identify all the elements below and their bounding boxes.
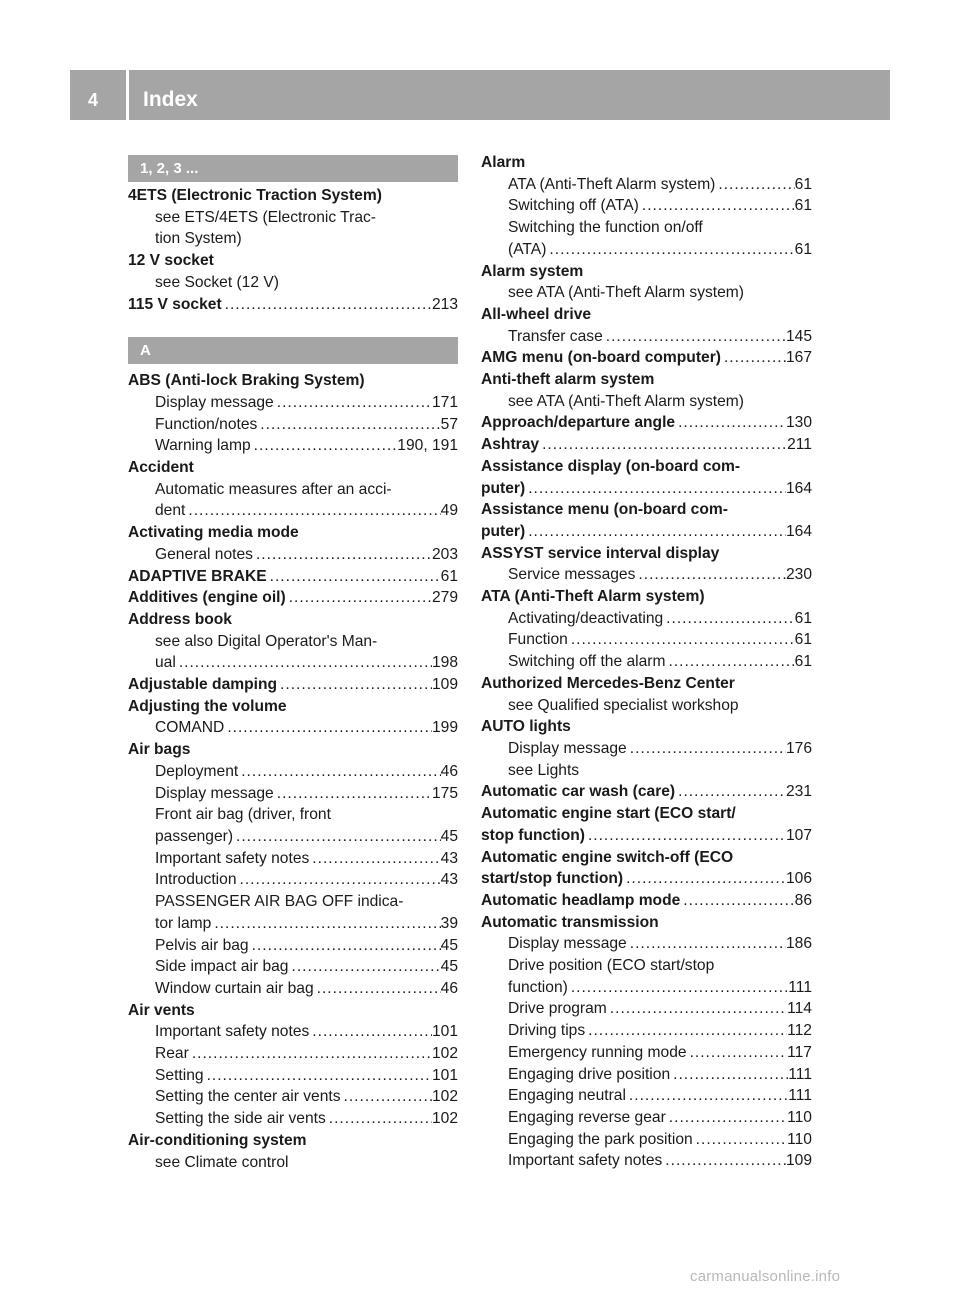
subentry-text: Display message	[508, 739, 627, 757]
index-entry	[128, 696, 458, 718]
page-reference: 203	[431, 545, 458, 563]
dot-leader	[237, 869, 441, 891]
entry-term: Accident	[128, 459, 194, 477]
page-reference: 102	[431, 1045, 458, 1063]
subentry-text: Engaging drive position	[508, 1065, 671, 1083]
subentry-text: Switching off (ATA)	[508, 197, 639, 215]
index-subentry	[128, 272, 458, 294]
index-entry	[128, 674, 458, 696]
index-entry	[481, 434, 812, 456]
index-subentry	[481, 629, 812, 651]
page-reference: 61	[440, 567, 458, 585]
index-subentry	[481, 760, 812, 782]
subentry-text: see ETS/4ETS (Electronic Trac-	[155, 208, 376, 226]
dot-leader	[635, 564, 786, 586]
index-section-header: 1, 2, 3 ...	[128, 155, 458, 182]
index-entry	[481, 586, 812, 608]
index-subentry	[128, 783, 458, 805]
page-reference: 199	[431, 719, 458, 737]
dot-leader	[675, 781, 786, 803]
dot-leader	[185, 500, 440, 522]
subentry-text: PASSENGER AIR BAG OFF indica-	[155, 893, 404, 911]
subentry-text: Drive program	[508, 1000, 607, 1018]
dot-leader	[623, 868, 786, 890]
index-subentry	[128, 1021, 458, 1043]
subentry-text: Warning lamp	[155, 437, 251, 455]
entry-term: Air-conditioning system	[128, 1131, 307, 1149]
dot-leader	[525, 521, 786, 543]
index-entry	[481, 716, 812, 738]
entry-term: Automatic car wash (care)	[481, 783, 676, 801]
subentry-text: Automatic measures after an acci-	[155, 480, 392, 498]
entry-term: Address book	[128, 610, 232, 628]
index-entry	[128, 370, 458, 392]
entry-term: All-wheel drive	[481, 305, 592, 323]
subentry-text: Deployment	[155, 762, 239, 780]
entry-term: Authorized Mercedes-Benz Center	[481, 674, 735, 692]
index-entry	[481, 912, 812, 934]
subentry-text: Switching the function on/off	[508, 219, 703, 237]
subentry-text: Display message	[508, 935, 627, 953]
dot-leader	[176, 652, 432, 674]
page-reference: 106	[785, 870, 812, 888]
index-subentry	[481, 1042, 812, 1064]
page-reference: 57	[440, 415, 458, 433]
dot-leader	[715, 174, 794, 196]
page-reference: 167	[785, 349, 812, 367]
dot-leader	[211, 913, 440, 935]
index-subentry	[128, 978, 458, 1000]
page-reference: 61	[794, 197, 812, 215]
page-reference: 43	[440, 849, 458, 867]
subentry-text: Service messages	[508, 566, 636, 584]
page-reference: 114	[787, 1000, 812, 1018]
subentry-text: Driving tips	[508, 1022, 586, 1040]
index-subentry	[128, 479, 458, 501]
index-subentry	[128, 652, 458, 674]
index-subentry	[128, 761, 458, 783]
page-reference: 61	[794, 631, 812, 649]
index-entry	[128, 1130, 458, 1152]
subentry-text: Display message	[155, 784, 274, 802]
index-entry	[128, 1000, 458, 1022]
entry-term: Adjusting the volume	[128, 697, 287, 715]
entry-term: Additives (engine oil)	[128, 589, 286, 607]
dot-leader	[277, 674, 432, 696]
subentry-text: tion System)	[155, 230, 242, 248]
dot-leader	[639, 195, 795, 217]
page-reference: 164	[785, 522, 812, 540]
entry-term: Automatic transmission	[481, 913, 659, 931]
index-entry	[128, 609, 458, 631]
entry-term: AUTO lights	[481, 718, 571, 736]
index-subentry	[481, 608, 812, 630]
index-subentry	[481, 174, 812, 196]
page-reference: 107	[785, 826, 812, 844]
index-subentry	[481, 651, 812, 673]
entry-term: ASSYST service interval display	[481, 544, 720, 562]
index-subentry	[128, 1086, 458, 1108]
entry-term: Adjustable damping	[128, 676, 278, 694]
index-section-header: A	[128, 337, 458, 364]
subentry-text: Important safety notes	[508, 1152, 663, 1170]
page-reference: 171	[431, 393, 458, 411]
index-column-left	[128, 152, 458, 1173]
index-entry	[481, 499, 812, 521]
page-reference: 61	[794, 653, 812, 671]
subentry-text: Function	[508, 631, 568, 649]
subentry-text: Engaging the park position	[508, 1130, 693, 1148]
index-entry	[128, 566, 458, 588]
subentry-text: General notes	[155, 545, 253, 563]
subentry-text: Setting the center air vents	[155, 1088, 341, 1106]
entry-term: Automatic engine start (ECO start/	[481, 805, 736, 823]
entry-term: ADAPTIVE BRAKE	[128, 567, 267, 585]
dot-leader	[627, 933, 786, 955]
dot-leader	[721, 347, 786, 369]
entry-term: Anti-theft alarm system	[481, 371, 655, 389]
dot-leader	[238, 761, 440, 783]
page-reference: 111	[788, 1065, 812, 1083]
page-reference: 213	[431, 295, 458, 313]
index-subentry	[128, 804, 458, 826]
entry-term: Air vents	[128, 1001, 195, 1019]
subentry-text: Setting the side air vents	[155, 1110, 326, 1128]
subentry-text: Important safety notes	[155, 1023, 310, 1041]
dot-leader	[233, 826, 441, 848]
page-reference: 61	[794, 609, 812, 627]
page-header	[70, 70, 890, 120]
dot-leader	[341, 1086, 432, 1108]
subentry-text: see Lights	[508, 761, 580, 779]
entry-term: Automatic headlamp mode	[481, 891, 681, 909]
subentry-text: see Climate control	[155, 1153, 289, 1171]
index-subentry	[128, 826, 458, 848]
page-reference: 176	[785, 739, 812, 757]
subentry-text: Activating/deactivating	[508, 609, 664, 627]
subentry-text: ual	[155, 654, 176, 672]
page-reference: 117	[787, 1043, 812, 1061]
index-subentry	[128, 1152, 458, 1174]
page-reference: 109	[785, 1152, 812, 1170]
dot-leader	[693, 1129, 787, 1151]
dot-leader	[568, 977, 788, 999]
page-reference: 111	[788, 978, 812, 996]
index-subentry	[128, 848, 458, 870]
page-reference: 43	[440, 871, 458, 889]
index-entry	[481, 803, 812, 825]
index-column-right	[481, 152, 812, 1172]
index-entry	[481, 412, 812, 434]
subentry-text: Emergency running mode	[508, 1043, 687, 1061]
index-subentry	[481, 239, 812, 261]
index-subentry	[481, 998, 812, 1020]
subentry-text: see Socket (12 V)	[155, 273, 279, 291]
index-subentry	[128, 1043, 458, 1065]
index-subentry	[128, 228, 458, 250]
entry-term: puter)	[481, 479, 526, 497]
subentry-text: Introduction	[155, 871, 237, 889]
index-subentry	[128, 392, 458, 414]
index-subentry	[128, 956, 458, 978]
index-subentry	[481, 695, 812, 717]
index-entry	[128, 522, 458, 544]
entry-term: puter)	[481, 522, 526, 540]
index-subentry	[128, 891, 458, 913]
page-reference: 61	[794, 175, 812, 193]
page-reference: 45	[440, 958, 458, 976]
index-subentry	[481, 738, 812, 760]
subentry-text: Engaging reverse gear	[508, 1108, 666, 1126]
dot-leader	[546, 239, 794, 261]
page-reference: 145	[785, 327, 812, 345]
dot-leader	[274, 783, 432, 805]
entry-term: Automatic engine switch-off (ECO	[481, 848, 734, 866]
subentry-text: dent	[155, 502, 186, 520]
dot-leader	[257, 414, 440, 436]
page-reference: 112	[787, 1022, 812, 1040]
page-reference: 130	[785, 414, 812, 432]
dot-leader	[603, 326, 786, 348]
dot-leader	[309, 1021, 432, 1043]
subentry-text: Function/notes	[155, 415, 258, 433]
index-entry	[128, 587, 458, 609]
index-entry	[128, 457, 458, 479]
subentry-text: Rear	[155, 1045, 189, 1063]
entry-term: 12 V socket	[128, 252, 214, 270]
page-reference: 39	[440, 914, 458, 932]
index-entry	[481, 543, 812, 565]
entry-term: Assistance menu (on-board com-	[481, 501, 728, 519]
entry-term: 4ETS (Electronic Traction System)	[128, 187, 382, 204]
dot-leader	[607, 998, 787, 1020]
subentry-text: Side impact air bag	[155, 958, 289, 976]
index-entry	[481, 890, 812, 912]
index-entry	[481, 347, 812, 369]
index-subentry	[128, 414, 458, 436]
index-subentry	[481, 391, 812, 413]
index-subentry	[128, 544, 458, 566]
dot-leader	[249, 935, 441, 957]
subentry-text: see ATA (Anti-Theft Alarm system)	[508, 284, 744, 302]
entry-term: 115 V socket	[128, 295, 222, 313]
index-subentry	[481, 1020, 812, 1042]
entry-term: start/stop function)	[481, 870, 624, 888]
dot-leader	[585, 825, 786, 847]
dot-leader	[670, 1064, 788, 1086]
dot-leader	[662, 1150, 786, 1172]
dot-leader	[675, 412, 786, 434]
subentry-text: Window curtain air bag	[155, 979, 314, 997]
subentry-text: Important safety notes	[155, 849, 310, 867]
page-reference: 186	[785, 935, 812, 953]
dot-leader	[224, 717, 432, 739]
index-subentry	[481, 1064, 812, 1086]
dot-leader	[267, 566, 441, 588]
index-entry	[481, 478, 812, 500]
index-subentry	[128, 913, 458, 935]
index-subentry	[128, 1065, 458, 1087]
page-reference: 111	[788, 1087, 812, 1105]
entry-term: stop function)	[481, 826, 585, 844]
page-reference: 102	[431, 1110, 458, 1128]
dot-leader	[626, 1085, 788, 1107]
index-subentry	[128, 500, 458, 522]
entry-term: Air bags	[128, 741, 191, 759]
index-subentry	[481, 933, 812, 955]
watermark: carmanualsonline.info	[690, 1268, 841, 1285]
index-subentry	[128, 631, 458, 653]
subentry-text: see also Digital Operator's Man-	[155, 632, 378, 650]
page-reference: 231	[785, 783, 812, 801]
dot-leader	[251, 435, 398, 457]
subentry-text: Front air bag (driver, front	[155, 806, 331, 824]
entry-term: ABS (Anti-lock Braking System)	[128, 372, 365, 390]
dot-leader	[568, 629, 795, 651]
dot-leader	[687, 1042, 788, 1064]
index-subentry	[128, 717, 458, 739]
page-reference: 46	[440, 762, 458, 780]
dot-leader	[539, 434, 787, 456]
page-number: 4	[88, 90, 99, 110]
page-reference: 110	[787, 1108, 812, 1126]
subentry-text: Pelvis air bag	[155, 936, 249, 954]
index-subentry	[481, 326, 812, 348]
index-entry	[481, 868, 812, 890]
subentry-text: function)	[508, 978, 568, 996]
entry-term: Ashtray	[481, 436, 540, 454]
dot-leader	[189, 1043, 432, 1065]
dot-leader	[253, 544, 432, 566]
dot-leader	[274, 392, 432, 414]
subentry-text: ATA (Anti-Theft Alarm system)	[508, 175, 716, 193]
subentry-text: passenger)	[155, 827, 234, 845]
page-reference: 109	[431, 676, 458, 694]
index-entry	[481, 456, 812, 478]
subentry-text: Setting	[155, 1066, 204, 1084]
dot-leader	[326, 1108, 432, 1130]
dot-leader	[288, 956, 440, 978]
entry-term: ATA (Anti-Theft Alarm system)	[481, 588, 705, 606]
index-subentry	[481, 1150, 812, 1172]
page-reference: 175	[431, 784, 458, 802]
index-subentry	[128, 935, 458, 957]
page-reference: 86	[794, 891, 812, 909]
entry-term: Alarm system	[481, 262, 584, 280]
page-reference: 211	[787, 436, 812, 454]
index-subentry	[481, 564, 812, 586]
subentry-text: COMAND	[155, 719, 225, 737]
page-reference: 45	[440, 827, 458, 845]
index-entry	[128, 739, 458, 761]
page-reference: 61	[794, 240, 812, 258]
dot-leader	[665, 651, 794, 673]
dot-leader	[286, 587, 432, 609]
index-subentry	[481, 217, 812, 239]
page-reference: 101	[431, 1066, 458, 1084]
page-reference: 102	[431, 1088, 458, 1106]
subentry-text: Drive position (ECO start/stop	[508, 957, 715, 975]
page-reference: 190, 191	[397, 437, 458, 455]
page-reference: 45	[440, 936, 458, 954]
subentry-text: Engaging neutral	[508, 1087, 626, 1105]
index-subentry	[481, 1085, 812, 1107]
entry-term: Assistance display (on-board com-	[481, 457, 741, 475]
dot-leader	[627, 738, 786, 760]
page-title: Index	[143, 88, 198, 111]
index-entry	[128, 294, 458, 316]
index-entry	[481, 847, 812, 869]
index-entry	[481, 781, 812, 803]
dot-leader	[222, 294, 432, 316]
dot-leader	[663, 608, 794, 630]
subentry-text: see ATA (Anti-Theft Alarm system)	[508, 392, 744, 410]
entry-term: Approach/departure angle	[481, 414, 676, 432]
index-subentry	[481, 195, 812, 217]
subentry-text: tor lamp	[155, 914, 212, 932]
dot-leader	[680, 890, 794, 912]
page-reference: 279	[431, 589, 458, 607]
subentry-text: Switching off the alarm	[508, 653, 666, 671]
index-subentry	[128, 435, 458, 457]
page-reference: 164	[785, 479, 812, 497]
index-entry	[481, 825, 812, 847]
page-reference: 110	[787, 1130, 812, 1148]
header-divider	[126, 70, 129, 120]
subentry-text: Transfer case	[508, 327, 603, 345]
index-subentry	[128, 207, 458, 229]
page-reference: 198	[431, 654, 458, 672]
dot-leader	[309, 848, 440, 870]
index-entry	[128, 185, 458, 207]
index-entry	[481, 304, 812, 326]
subentry-text: (ATA)	[508, 240, 547, 258]
index-entry	[481, 261, 812, 283]
page-reference: 101	[431, 1023, 458, 1041]
index-entry	[481, 369, 812, 391]
entry-term: Alarm	[481, 154, 526, 171]
dot-leader	[585, 1020, 787, 1042]
dot-leader	[314, 978, 441, 1000]
subentry-text: see Qualified specialist workshop	[508, 696, 739, 714]
index-entry	[128, 250, 458, 272]
subentry-text: Display message	[155, 393, 274, 411]
page-reference: 46	[440, 979, 458, 997]
dot-leader	[525, 478, 786, 500]
index-subentry	[481, 282, 812, 304]
index-subentry	[481, 955, 812, 977]
dot-leader	[204, 1065, 432, 1087]
page-reference: 230	[785, 566, 812, 584]
index-subentry	[481, 1129, 812, 1151]
index-subentry	[481, 977, 812, 999]
index-entry	[481, 152, 812, 174]
entry-term: AMG menu (on-board computer)	[481, 349, 721, 367]
entry-term: Activating media mode	[128, 524, 299, 542]
index-subentry	[481, 1107, 812, 1129]
index-entry	[481, 673, 812, 695]
index-subentry	[128, 1108, 458, 1130]
page-reference: 49	[440, 502, 458, 520]
index-entry	[481, 521, 812, 543]
index-subentry	[128, 869, 458, 891]
dot-leader	[666, 1107, 787, 1129]
